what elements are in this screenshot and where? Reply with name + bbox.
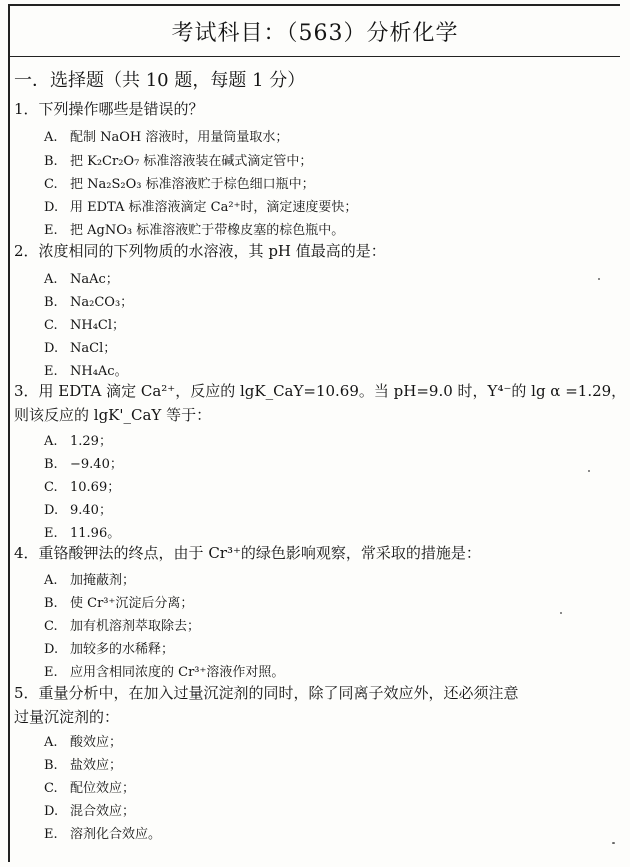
question-3-option-a	[44, 430, 112, 449]
question-4-stem: 4．重铬酸钾法的终点，由于 Cr³⁺的绿色影响观察，常采取的措施是：	[14, 544, 481, 562]
option-text: NaCl；	[70, 341, 117, 356]
option-letter: D.	[44, 804, 59, 819]
option-text: 把 Na₂S₂O₃ 标准溶液贮于棕色细口瓶中；	[70, 177, 315, 192]
question-2-option-d	[44, 337, 116, 356]
question-1-option-a	[44, 126, 288, 145]
question-1-option-d	[44, 196, 357, 215]
question-3-stem-continued: 则该反应的 lgK'_CaY 等于：	[14, 406, 212, 424]
scan-speck	[598, 278, 600, 280]
option-text: 11.96。	[70, 526, 121, 541]
option-text: Na₂CO₃；	[70, 295, 134, 310]
question-1-option-b	[44, 150, 312, 169]
question-4-option-c	[44, 615, 200, 634]
option-letter: C.	[44, 781, 58, 796]
option-letter: A.	[44, 573, 58, 588]
question-4-option-e	[44, 661, 284, 680]
option-text: 用 EDTA 标准溶液滴定 Ca²⁺时，滴定速度要快；	[70, 200, 358, 215]
scan-speck	[612, 842, 615, 844]
question-2-stem: 2．浓度相同的下列物质的水溶液，其 pH 值最高的是：	[14, 242, 386, 260]
question-2-option-a	[44, 268, 119, 287]
question-3-stem: 3．用 EDTA 滴定 Ca²⁺，反应的 lgK_CaY=10.69。当 pH=9.0 时，Y⁴⁻的 lg α =1.29，	[14, 382, 627, 400]
option-letter: B.	[44, 596, 58, 611]
option-text: 配位效应；	[70, 781, 136, 796]
option-text: 把 K₂Cr₂O₇ 标准溶液装在碱式滴定管中；	[70, 154, 313, 169]
section-heading: 一．选择题（共 10 题，每题 1 分）	[14, 70, 306, 91]
question-1-option-c	[44, 173, 315, 192]
exam-page	[8, 4, 627, 862]
question-5-option-c	[44, 777, 135, 796]
question-3-option-c	[44, 476, 120, 495]
option-text: 使 Cr³⁺沉淀后分离；	[70, 596, 194, 611]
option-letter: A.	[44, 434, 58, 449]
option-letter: C.	[44, 318, 58, 333]
scan-speck	[560, 612, 562, 614]
question-5-option-a	[44, 731, 122, 750]
question-2-option-c	[44, 314, 125, 333]
option-letter: C.	[44, 619, 58, 634]
question-4-option-a	[44, 569, 135, 588]
question-5-stem: 5．重量分析中，在加入过量沉淀剂的同时，除了同离子效应外，还必须注意	[14, 684, 519, 702]
option-text: 盐效应；	[70, 758, 123, 773]
option-text: 溶剂化合效应。	[70, 827, 162, 842]
option-text: 配制 NaOH 溶液时，用量筒量取水；	[70, 130, 289, 145]
option-text: NaAc；	[70, 272, 119, 287]
question-5-option-e	[44, 823, 161, 842]
question-3-option-d	[44, 499, 112, 518]
option-letter: B.	[44, 295, 58, 310]
option-letter: B.	[44, 758, 58, 773]
option-letter: D.	[44, 503, 59, 518]
option-text: 1.29；	[70, 434, 112, 449]
question-4-option-d	[44, 638, 174, 657]
option-text: 应用含相同浓度的 Cr³⁺溶液作对照。	[70, 665, 285, 680]
option-letter: E.	[44, 223, 58, 238]
option-letter: C.	[44, 480, 58, 495]
option-letter: C.	[44, 177, 58, 192]
question-5-stem-continued: 过量沉淀剂的：	[14, 708, 120, 726]
option-letter: A.	[44, 735, 58, 750]
question-2-option-e	[44, 360, 128, 379]
question-1-stem: 1．下列操作哪些是错误的？	[14, 100, 204, 118]
option-text: 酸效应；	[70, 735, 123, 750]
option-text: 加有机溶剂萃取除去；	[70, 619, 201, 634]
question-5-option-d	[44, 800, 135, 819]
option-letter: E.	[44, 665, 58, 680]
option-text: 把 AgNO₃ 标准溶液贮于带橡皮塞的棕色瓶中。	[70, 223, 345, 238]
option-letter: D.	[44, 341, 59, 356]
question-2-option-b	[44, 291, 133, 310]
option-letter: E.	[44, 364, 58, 379]
option-text: 9.40；	[70, 503, 112, 518]
option-letter: E.	[44, 827, 58, 842]
option-letter: B.	[44, 457, 58, 472]
option-letter: D.	[44, 200, 59, 215]
option-text: −9.40；	[70, 457, 123, 472]
question-4-option-b	[44, 592, 193, 611]
question-1-option-e	[44, 219, 344, 238]
option-text: NH₄Cl；	[70, 318, 126, 333]
option-text: 10.69；	[70, 480, 121, 495]
option-text: 混合效应；	[70, 804, 136, 819]
option-letter: D.	[44, 642, 59, 657]
page-title: 考试科目：（563）分析化学	[171, 21, 459, 46]
option-text: 加较多的水稀释；	[70, 642, 175, 657]
option-text: 加掩蔽剂；	[70, 573, 136, 588]
question-3-option-e	[44, 522, 120, 541]
scan-speck	[588, 470, 590, 472]
option-text: NH₄Ac。	[70, 364, 128, 379]
title-divider	[10, 56, 620, 57]
option-letter: E.	[44, 526, 58, 541]
option-letter: B.	[44, 154, 58, 169]
question-3-option-b	[44, 453, 123, 472]
question-5-option-b	[44, 754, 122, 773]
option-letter: A.	[44, 272, 58, 287]
option-letter: A.	[44, 130, 58, 145]
